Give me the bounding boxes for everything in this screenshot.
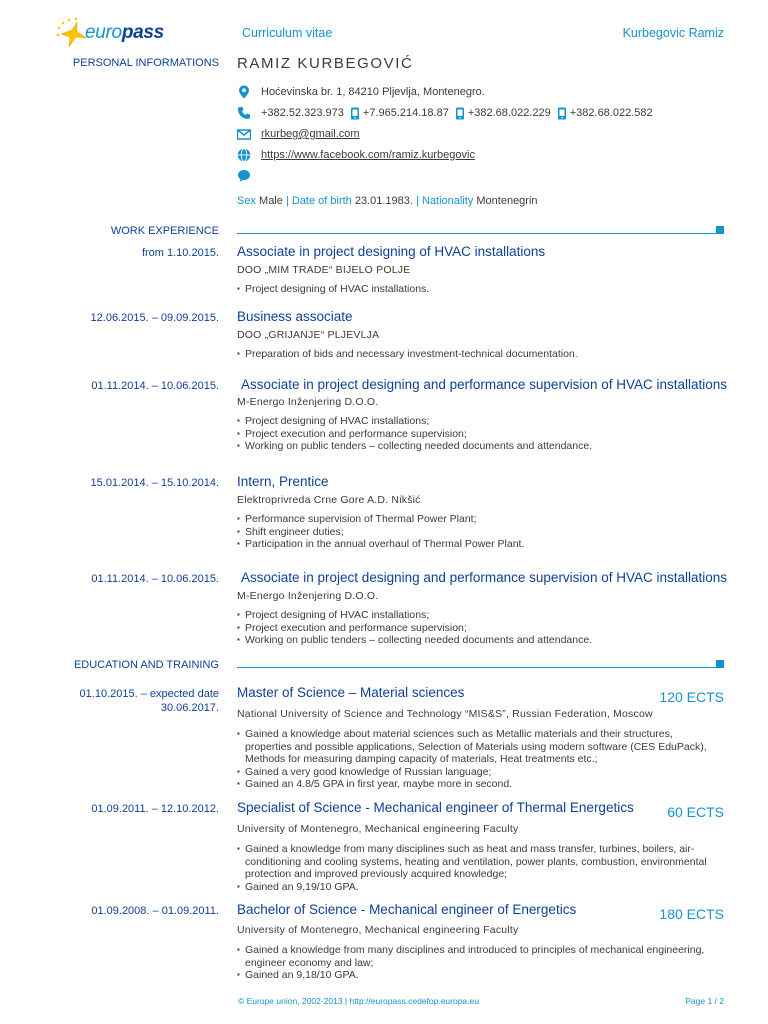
- work-date: 01.11.2014. – 10.06.2015.: [91, 380, 219, 392]
- list-item: ▪ Gained a knowledge about material sciences such as Metallic materials and their structures, properties and possible applications, Selection of Materials using modern software (CES EduPack), Methods for measuring damping capacity of materials, Heat treatments etc.;: [237, 728, 722, 766]
- chat-bubble-icon: [237, 169, 251, 183]
- edu-bullets: [237, 843, 722, 893]
- address-row: [237, 85, 485, 99]
- phone-4: +382.68.022.582: [569, 107, 653, 119]
- edu-bullets: [237, 728, 722, 791]
- website-row: [237, 148, 475, 162]
- email-row: [237, 127, 360, 141]
- phone-icon: [237, 106, 251, 120]
- nationality-label: Nationality: [421, 195, 474, 207]
- separator: |: [285, 195, 289, 207]
- work-title: Business associate: [237, 309, 353, 324]
- list-item: ▪ Gained an 4.8/5 GPA in first year, maybe more in second.: [237, 778, 722, 791]
- sex-label: Sex: [237, 195, 256, 207]
- section-marker: [716, 660, 724, 668]
- header-person-name: Kurbegovic Ramiz: [622, 26, 724, 40]
- logo-text-euro: euro: [85, 22, 122, 43]
- section-divider: [237, 233, 718, 234]
- section-label-personal: PERSONAL INFORMATIONS: [72, 57, 219, 69]
- work-employer: DOO „GRIJANJE“ PLJEVLJA: [237, 329, 380, 341]
- work-employer: Elektroprivreda Crne Gore A.D. Nikšić: [237, 494, 421, 506]
- email-link[interactable]: rkurbeg@gmail.com: [261, 128, 360, 140]
- dob-value: 23.01.1983.: [354, 195, 413, 207]
- list-item: ▪ Project designing of HVAC installations;: [237, 415, 722, 428]
- phone-2: +7.965.214.18.87: [362, 107, 449, 119]
- work-employer: M-Energo Inženjering D.O.O.: [237, 590, 379, 602]
- document-title: Curriculum vitae: [242, 26, 333, 40]
- logo-text-pass: pass: [121, 22, 164, 43]
- work-title: Associate in project designing of HVAC installations: [237, 244, 546, 259]
- edu-date-line: 01.09.2011. – 12.10.2012.: [91, 803, 219, 815]
- sex-value: Male: [259, 195, 283, 207]
- work-date: 12.06.2015. – 09.09.2015.: [90, 312, 219, 324]
- edu-title: Bachelor of Science - Mechanical engineer of Energetics: [237, 902, 577, 917]
- list-item: ▪ Gained a knowledge from many disciplines such as heat and mass transfer, turbines, boilers, air-conditioning and cooling systems, heating and ventilation, power plants, combustion, environmental protection and improved previously acquired knowledge;: [237, 843, 722, 881]
- work-employer: M-Energo Inženjering D.O.O.: [237, 396, 379, 408]
- section-label-education: EDUCATION AND TRAINING: [73, 659, 219, 671]
- work-date: 15.01.2014. – 15.10.2014.: [90, 477, 219, 489]
- footer-copyright: © Europe union, 2002-2013 | http://europass.cedefop.europa.eu: [238, 996, 479, 1006]
- list-item: ▪ Gained a knowledge from many disciplines and introduced to principles of mechanical engineering, engineer economy and law;: [237, 944, 722, 969]
- person-name: RAMIZ KURBEGOVIĆ: [237, 55, 414, 72]
- envelope-icon: [237, 127, 251, 141]
- edu-date-line: 30.06.2017.: [160, 702, 219, 714]
- edu-title: Specialist of Science - Mechanical engineer of Thermal Energetics: [237, 800, 634, 815]
- phones-row: [237, 106, 653, 120]
- work-title: Associate in project designing and performance supervision of HVAC installations: [241, 570, 728, 585]
- list-item: ▪ Working on public tenders – collecting needed documents and attendance.: [237, 440, 722, 453]
- address: Hoćevinska br. 1, 84210 Pljevlja, Montenegro.: [261, 86, 485, 98]
- work-date: from 1.10.2015.: [141, 247, 219, 259]
- edu-title: Master of Science – Material sciences: [237, 685, 465, 700]
- edu-date: [91, 802, 219, 816]
- list-item: ▪ Preparation of bids and necessary investment-technical documentation.: [237, 348, 722, 361]
- ects-credits: 180 ECTS: [659, 906, 724, 922]
- edu-institution: National University of Science and Technology “MIS&S”, Russian Federation, Moscow: [237, 708, 653, 720]
- phone-1: +382.52.323.973: [261, 107, 344, 119]
- work-bullets: [237, 609, 722, 647]
- list-item: ▪ Project designing of HVAC installations.: [237, 283, 722, 296]
- edu-date: [91, 904, 219, 918]
- ects-credits: 120 ECTS: [659, 689, 724, 705]
- section-label-work: WORK EXPERIENCE: [110, 225, 219, 237]
- list-item: ▪ Gained an 9,19/10 GPA.: [237, 881, 722, 894]
- website-link[interactable]: https://www.facebook.com/ramiz.kurbegovic: [261, 149, 475, 161]
- work-title: Associate in project designing and performance supervision of HVAC installations: [241, 377, 728, 392]
- globe-icon: [237, 148, 251, 162]
- europass-logo: [55, 16, 165, 50]
- separator: |: [416, 195, 419, 207]
- list-item: ▪ Project execution and performance supervision;: [237, 428, 722, 441]
- edu-date: [80, 687, 219, 715]
- edu-date-line: 01.09.2008. – 01.09.2011.: [91, 905, 219, 917]
- section-divider: [237, 667, 718, 668]
- mobile-icon: [455, 107, 465, 120]
- list-item: ▪ Project execution and performance supervision;: [237, 622, 722, 635]
- dob-label: Date of birth: [291, 195, 352, 207]
- work-bullets: [237, 513, 722, 551]
- edu-bullets: [237, 944, 722, 982]
- list-item: ▪ Participation in the annual overhaul of Thermal Power Plant.: [237, 538, 722, 551]
- list-item: ▪ Project designing of HVAC installations;: [237, 609, 722, 622]
- list-item: ▪ Shift engineer duties;: [237, 526, 722, 539]
- work-bullets: [237, 348, 722, 361]
- work-title: Intern, Prentice: [237, 474, 329, 489]
- edu-institution: University of Montenegro, Mechanical engineering Faculty: [237, 823, 519, 835]
- phone-3: +382.68.022.229: [467, 107, 551, 119]
- list-item: ▪ Working on public tenders – collecting needed documents and attendance.: [237, 634, 722, 647]
- messaging-row: [237, 169, 261, 183]
- edu-institution: University of Montenegro, Mechanical engineering Faculty: [237, 924, 519, 936]
- work-bullets: [237, 283, 722, 296]
- section-marker: [716, 226, 724, 234]
- mobile-icon: [557, 107, 567, 120]
- work-bullets: [237, 415, 722, 453]
- list-item: ▪ Gained an 9,18/10 GPA.: [237, 969, 722, 982]
- work-employer: DOO „MIM TRADE“ BIJELO POLJE: [237, 264, 411, 276]
- nationality-value: Montenegrin: [476, 195, 538, 207]
- location-pin-icon: [237, 85, 251, 99]
- ects-credits: 60 ECTS: [667, 804, 724, 820]
- personal-details-line: [237, 195, 538, 207]
- list-item: ▪ Performance supervision of Thermal Power Plant;: [237, 513, 722, 526]
- list-item: ▪ Gained a very good knowledge of Russian language;: [237, 766, 722, 779]
- edu-date-line: 01.10.2015. – expected date: [79, 688, 219, 700]
- page-number: Page 1 / 2: [685, 996, 724, 1006]
- work-date: 01.11.2014. – 10.06.2015.: [91, 573, 219, 585]
- mobile-icon: [350, 107, 360, 120]
